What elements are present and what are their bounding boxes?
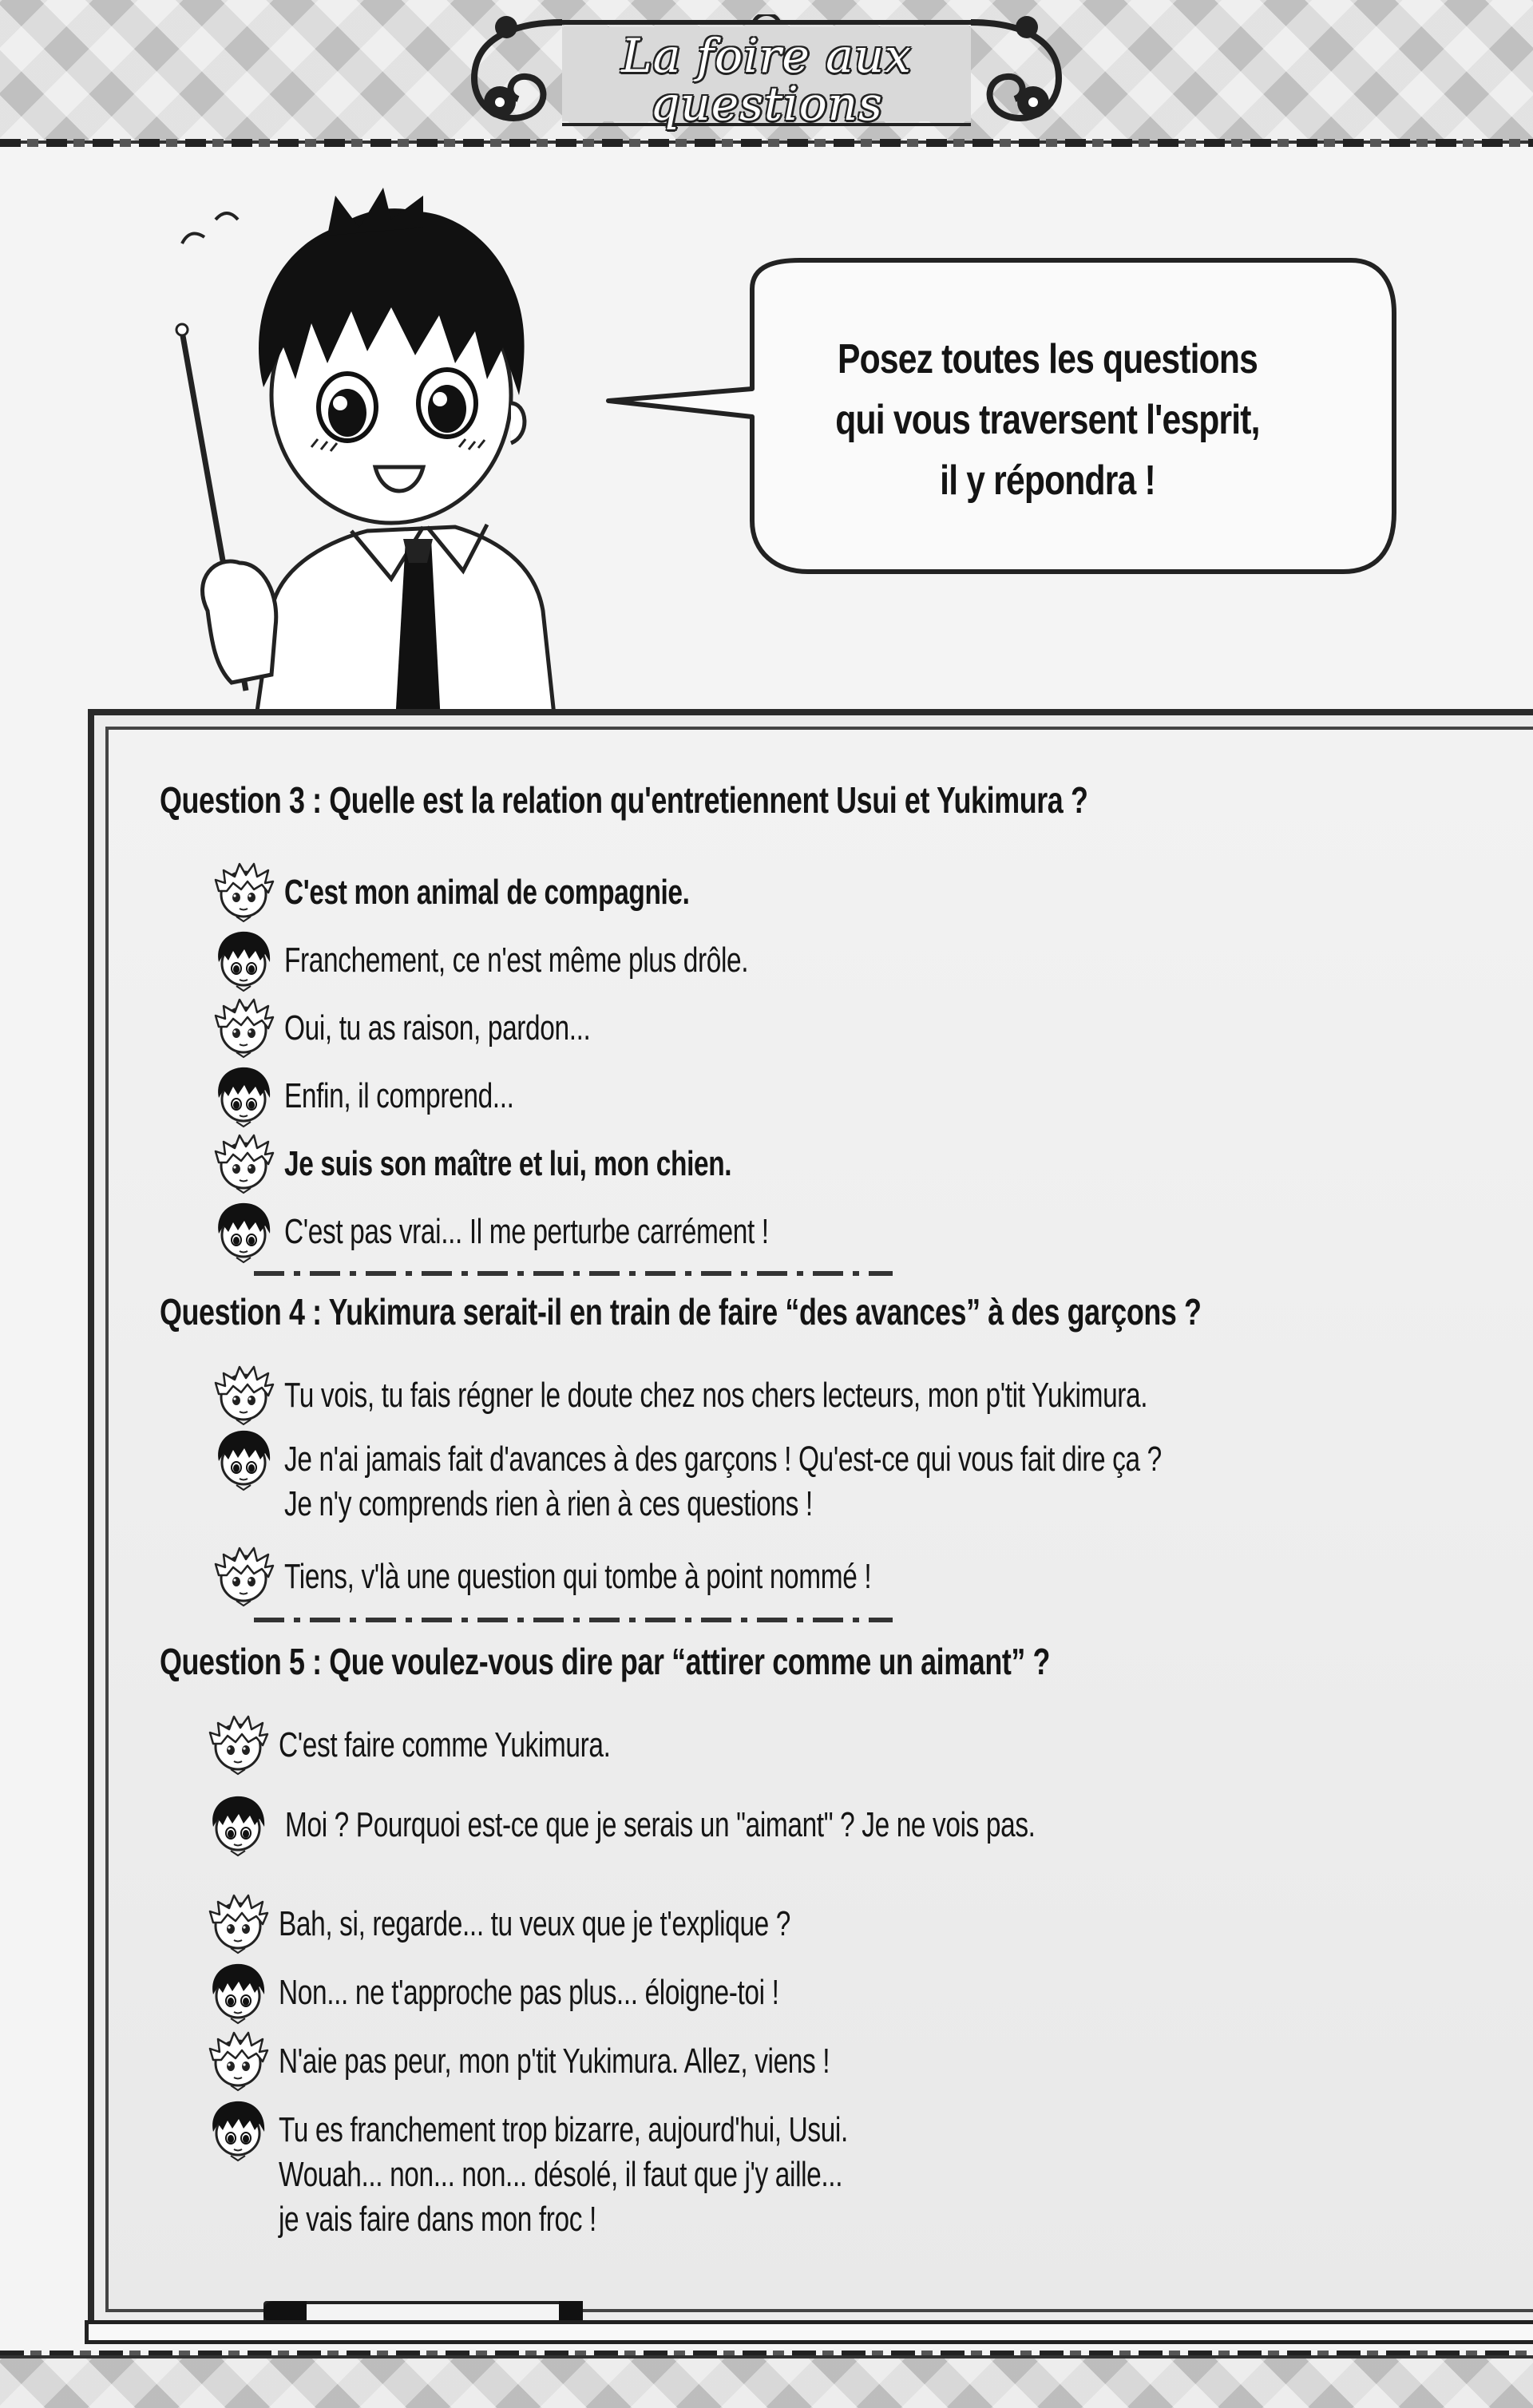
whiteboard-tray bbox=[85, 2320, 1533, 2344]
question-4: Question 4 : Yukimura serait-il en train de faire “des avances” à des garçons ? bbox=[160, 1291, 1202, 1333]
yukimura-face-icon bbox=[209, 1195, 278, 1264]
answer-line bbox=[209, 1555, 1056, 1609]
usui-face-icon bbox=[209, 1127, 278, 1196]
usui-face-icon bbox=[209, 1359, 278, 1428]
usui-face-icon bbox=[209, 1540, 278, 1609]
yukimura-face-icon bbox=[209, 1059, 278, 1128]
section-divider bbox=[254, 1618, 893, 1622]
title-plaque bbox=[458, 14, 1075, 134]
answer-text: C'est mon animal de compagnie. bbox=[284, 873, 690, 912]
answer-text: Tiens, v'là une question qui tombe à point nommé ! bbox=[284, 1557, 872, 1596]
answer-line bbox=[209, 1142, 873, 1196]
answer-line bbox=[204, 2108, 1028, 2242]
answer-text: N'aie pas peur, mon p'tit Yukimura. Allez, viens ! bbox=[279, 2042, 830, 2081]
usui-face-icon bbox=[204, 1887, 272, 1956]
answer-text: Oui, tu as raison, pardon... bbox=[284, 1008, 591, 1048]
answer-text: Bah, si, regarde... tu veux que je t'explique ? bbox=[279, 1904, 791, 1943]
header-torn-edge bbox=[0, 139, 1533, 147]
answer-line bbox=[209, 1373, 1420, 1428]
bubble-line: qui vous traversent l'esprit, bbox=[835, 397, 1260, 443]
answer-text: Franchement, ce n'est même plus drôle. bbox=[284, 941, 749, 980]
yukimura-face-icon bbox=[204, 1788, 272, 1857]
answer-text: Tu vois, tu fais régner le doute chez nos chers lecteurs, mon p'tit Yukimura. bbox=[284, 1376, 1148, 1415]
footer-band bbox=[0, 2355, 1533, 2408]
usui-face-icon bbox=[204, 2025, 272, 2093]
answer-text: Moi ? Pourquoi est-ce que je serais un "aimant" ? Je ne vois pas. bbox=[285, 1805, 1036, 1844]
answer-text: Wouah... non... non... désolé, il faut que j'y aille... bbox=[279, 2155, 843, 2194]
answer-text: C'est faire comme Yukimura. bbox=[279, 1725, 611, 1764]
character-illustration bbox=[152, 164, 599, 723]
speech-bubble bbox=[696, 257, 1399, 575]
page-title-line-2: questions bbox=[650, 77, 883, 131]
answer-text: Tu es franchement trop bizarre, aujourd'hui, Usui. bbox=[279, 2110, 848, 2149]
question-5: Question 5 : Que voulez-vous dire par “attirer comme un aimant” ? bbox=[160, 1641, 1051, 1682]
answer-line bbox=[204, 2039, 1004, 2093]
usui-face-icon bbox=[209, 992, 278, 1060]
yukimura-pointer-icon bbox=[152, 164, 599, 723]
answer-line bbox=[209, 1437, 1439, 1527]
answer-line bbox=[209, 1074, 586, 1128]
answer-text: Non... ne t'approche pas plus... éloigne-toi ! bbox=[279, 1973, 779, 2012]
answer-text: Enfin, il comprend... bbox=[284, 1076, 514, 1115]
answer-line bbox=[209, 1210, 921, 1264]
answer-line bbox=[209, 938, 895, 992]
answer-line bbox=[204, 1803, 1272, 1857]
yukimura-face-icon bbox=[204, 1956, 272, 2025]
usui-face-icon bbox=[204, 1709, 272, 1777]
section-divider bbox=[254, 1271, 893, 1276]
answer-line bbox=[209, 1006, 687, 1060]
answer-text: Je n'y comprends rien à rien à ces questions ! bbox=[284, 1484, 813, 1523]
yukimura-face-icon bbox=[209, 1423, 278, 1491]
yukimura-face-icon bbox=[209, 924, 278, 992]
answer-line bbox=[209, 870, 818, 925]
page-title-line-1: La foire aux bbox=[621, 29, 912, 83]
answer-text: Je suis son maître et lui, mon chien. bbox=[284, 1144, 732, 1183]
answer-line bbox=[204, 1723, 715, 1777]
yukimura-face-icon bbox=[204, 2093, 272, 2162]
bubble-text bbox=[798, 329, 1296, 511]
answer-text: je vais faire dans mon froc ! bbox=[279, 2200, 596, 2239]
answer-text: Je n'ai jamais fait d'avances à des garçons ! Qu'est-ce qui vous fait dire ça ? bbox=[284, 1440, 1162, 1479]
usui-face-icon bbox=[209, 856, 278, 925]
answer-text: C'est pas vrai... Il me perturbe carrément ! bbox=[284, 1212, 769, 1251]
answer-line bbox=[204, 1970, 937, 2025]
answer-line bbox=[204, 1902, 952, 1956]
question-3: Question 3 : Quelle est la relation qu'entretiennent Usui et Yukimura ? bbox=[160, 779, 1088, 821]
bubble-line: Posez toutes les questions bbox=[837, 336, 1258, 382]
bubble-line: il y répondra ! bbox=[940, 457, 1155, 504]
